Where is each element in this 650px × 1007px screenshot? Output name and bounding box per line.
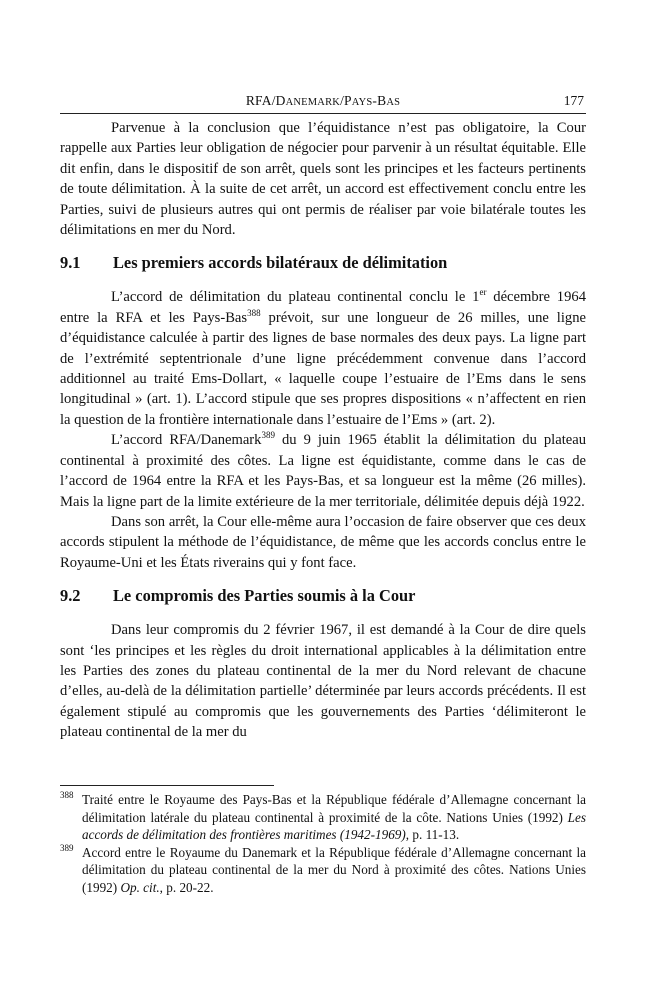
footnote xyxy=(60,791,586,844)
text-run: L’accord de délimitation du plateau continental conclu le 1 xyxy=(111,289,480,306)
footnote-number: 388 xyxy=(60,790,74,800)
text-run: , p. 11-13. xyxy=(405,827,460,843)
running-title-part: /P xyxy=(340,93,352,108)
page-number: 177 xyxy=(563,93,584,108)
text-run: du 9 juin 1965 établit la délimitation du plateau continental à proximité des côtes. La ligne est équidistante, comme dans le cas de l’accord de 1964 entre la RFA et les Pays-Bas, et sa longueur est la même (26 milles). Mais la ligne part de la limite extérieure de la mer territoriale, délimitée depuis déjà 1922. xyxy=(60,432,587,510)
running-title-part: RFA/D xyxy=(245,93,286,108)
paragraph: Dans leur compromis du 2 février 1967, il est demandé à la Cour de dire quels sont ‘les principes et les règles du droit international applicables à la délimitation entre les Parties des zones du plateau continental de la mer du Nord relevant de chacune d’elles, au-delà de la délimitation partielle’ déterminée par leurs accords précédents. Il est également stipulé au compromis que les gouvernements des Parties ‘délimiteront le plateau continental de la mer du xyxy=(60,622,586,741)
running-title xyxy=(60,93,586,109)
paragraph xyxy=(60,430,586,512)
running-title-part: AYS xyxy=(351,97,373,108)
footnote-separator xyxy=(60,785,274,786)
footnotes xyxy=(60,791,586,897)
footnote-ref: 388 xyxy=(247,307,261,318)
footnote-ref: 389 xyxy=(261,430,275,441)
main-text xyxy=(60,118,586,743)
running-header xyxy=(60,93,586,114)
section-heading-9-2 xyxy=(60,585,586,606)
footnote xyxy=(60,844,586,897)
running-title-part: -B xyxy=(372,93,387,108)
section-number: 9.2 xyxy=(60,586,81,606)
paragraph: Dans son arrêt, la Cour elle-même aura l’occasion de faire observer que ces deux accords stipulent la méthode de l’équidistance, de même que les accords conclus entre le Royaume-Uni et les États riverains qui y font face. xyxy=(60,513,586,571)
text-run: L’accord RFA/Danemark xyxy=(111,432,262,449)
text-run: Traité entre le Royaume des Pays-Bas et la République fédérale d’Allemagne concernant la délimitation latérale du plateau continental à proximité de la côte. Nations Unies (1992) xyxy=(82,792,586,825)
section-heading-9-1 xyxy=(60,252,586,273)
text-run: Accord entre le Royaume du Danemark et la République fédérale d’Allemagne concernant la délimitation du plateau continental de la mer du Nord à proximité des côtes. Nations Unies (1992) xyxy=(82,844,586,895)
text-run: prévoit, sur une longueur de 26 milles, une ligne d’équidistance calculée à partir des lignes de base normales des deux pays. La ligne part de l’extrémité septentrionale d’une ligne précédemment convenue dans l’accord additionnel au traité Ems-Dollart, « laquelle coupe l’estuaire de l’Ems dans le sens longitudinal » (art. 1). L’accord stipule que ses propres dispositions « n’affectent en rien la question de la frontière internationale dans l’estuaire de l’Ems » (art. 2). xyxy=(60,309,586,428)
running-title-part: AS xyxy=(386,97,401,108)
intro-paragraph: Parvenue à la conclusion que l’équidistance n’est pas obligatoire, la Cour rappelle aux Parties leur obligation de négocier pour parvenir à un résultat équitable. Elle dit enfin, dans le dispositif de son arrêt, quels sont les principes et les facteurs pertinents de toute délimitation. À la suite de cet arrêt, un accord est effectivement conclu entre les Parties, suivi de plusieurs autres qui ont permis de réaliser par voie bilatérale toutes les délimitations en mer du Nord. xyxy=(60,120,586,239)
section-title: Les premiers accords bilatéraux de délimitation xyxy=(113,253,448,273)
footnote-number: 389 xyxy=(60,842,74,853)
text-run: décembre 1964 entre la RFA et les Pays-Bas xyxy=(60,289,586,326)
section-number: 9.1 xyxy=(60,253,81,273)
paragraph xyxy=(60,287,586,430)
italic-title: Op. cit. xyxy=(120,879,160,895)
italic-title: Les accords de délimitation des frontières maritimes (1942-1969) xyxy=(82,809,586,843)
superscript: er xyxy=(479,287,487,298)
running-title-part: ANEMARK xyxy=(285,97,341,108)
text-run: , p. 20-22. xyxy=(159,879,214,895)
section-title: Le compromis des Parties soumis à la Cour xyxy=(113,586,416,606)
